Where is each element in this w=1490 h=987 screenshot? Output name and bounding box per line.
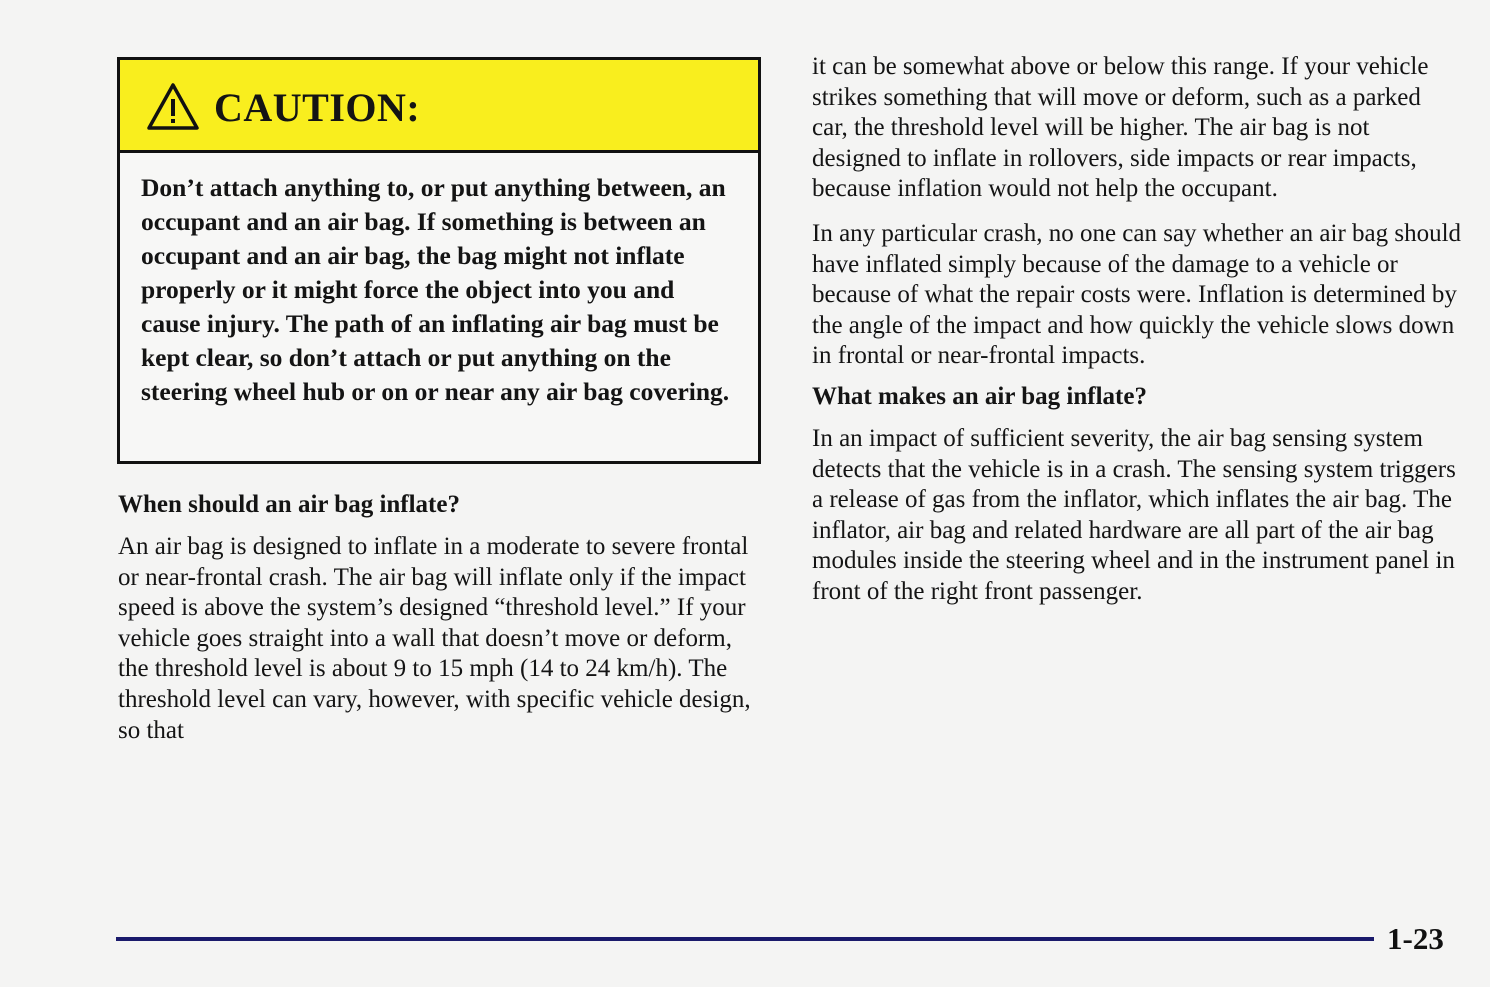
right-column bbox=[812, 52, 1462, 608]
left-column bbox=[118, 488, 758, 746]
caution-header bbox=[120, 60, 758, 153]
paragraph-particular-crash: In any particular crash, no one can say whether an air bag should have inflated simply because of the damage to a vehicle or because of what the repair costs were. Inflation is determined by the angle of the impact and how quickly the vehicle slows down in frontal or near-frontal impacts. bbox=[812, 219, 1462, 370]
warning-triangle-icon bbox=[146, 82, 200, 132]
paragraph-sensing-system: In an impact of sufficient severity, the air bag sensing system detects that the vehicle is in a crash. The sensing system triggers a release of gas from the inflator, which inflates the air bag. The inflator, air bag and related hardware are all part of the air bag modules inside the steering wheel and in the instrument panel in front of the right front passenger. bbox=[812, 424, 1456, 605]
caution-text: Don’t attach anything to, or put anything between, an occupant and an air bag. If something is between an occupant and an air bag, the bag might not inflate properly or it might force the object into you and cause injury. The path of an inflating air bag must be kept clear, so don’t attach or put anything on the steering wheel hub or on or near any air bag covering. bbox=[141, 173, 730, 406]
section-heading-when-inflate: When should an air bag inflate? bbox=[118, 491, 460, 518]
paragraph-threshold-continued: it can be somewhat above or below this range. If your vehicle strikes something that will move or deform, such as a parked car, the threshold level will be higher. The air bag is not designed to inflate in rollovers, side impacts or rear impacts, because inflation would not help the occupant. bbox=[812, 53, 1429, 203]
page-number: 1-23 bbox=[1387, 921, 1444, 956]
caution-box bbox=[117, 57, 761, 464]
section-heading-what-makes-inflate: What makes an air bag inflate? bbox=[812, 382, 1147, 410]
paragraph-when-inflate: An air bag is designed to inflate in a moderate to severe frontal or near-frontal crash. The air bag will inflate only if the impact speed is above the system’s designed “threshold level.” If your vehicle goes straight into a wall that doesn’t move or deform, the threshold level is about 9 to 15 mph (14 to 24 km/h). The threshold level can vary, however, with specific vehicle design, so that bbox=[118, 533, 751, 744]
caution-title: CAUTION: bbox=[214, 84, 421, 130]
footer-rule bbox=[116, 937, 1374, 941]
